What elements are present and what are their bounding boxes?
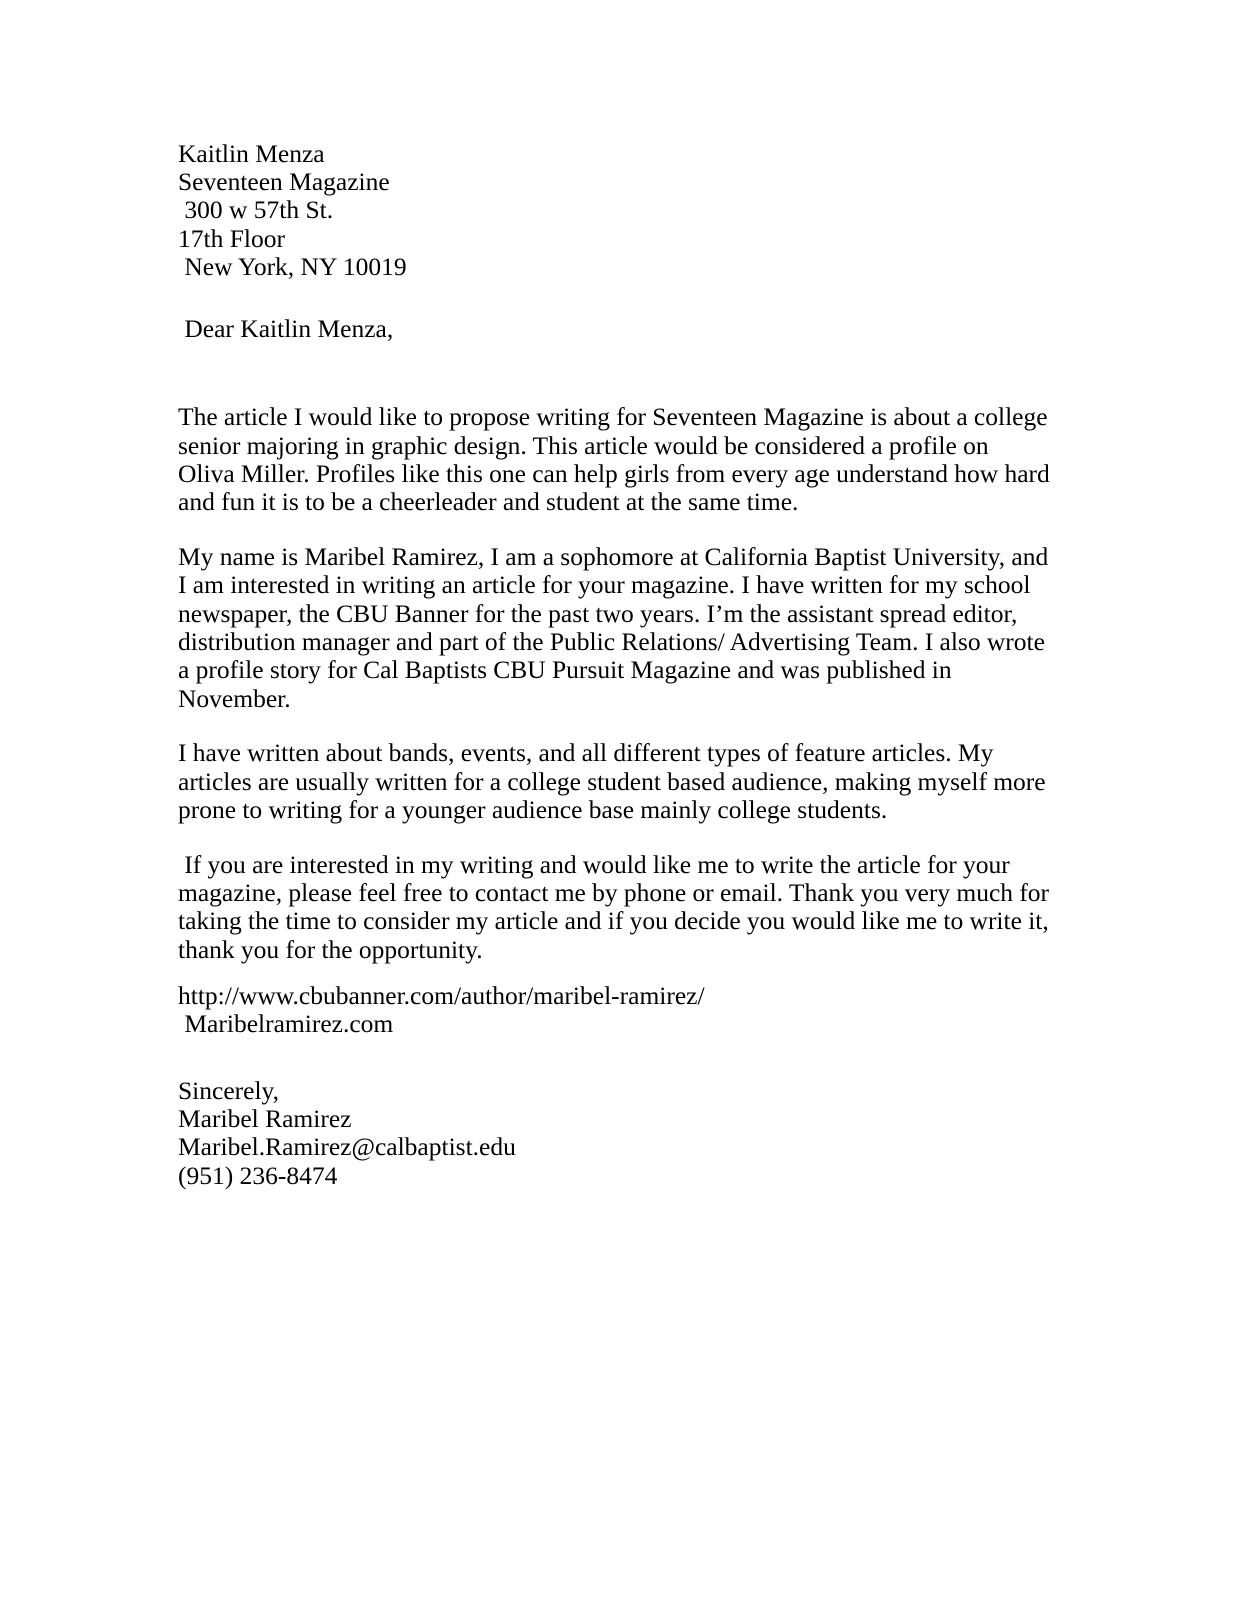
recipient-organization: Seventeen Magazine (178, 167, 390, 197)
recipient-address-block (178, 140, 1050, 281)
recipient-city-state-zip: New York, NY 10019 (178, 251, 407, 281)
body-paragraph-2: My name is Maribel Ramirez, I am a sophomore at California Baptist University, and I am interested in writing an article for your magazine. I have written for my school newspaper, the CBU Banner for the past two years. I’m the assistant spread editor, distribution manager and part of the Public Relations/ Advertising Team. I also wrote a profile story for Cal Baptists CBU Pursuit Magazine and was published in November. (178, 541, 1055, 713)
signature-closing: Sincerely, (178, 1075, 280, 1105)
spacer-after-salutation (178, 343, 1050, 403)
signature-block (178, 1077, 1050, 1191)
signature-email[interactable]: Maribel.Ramirez@calbaptist.edu (178, 1132, 516, 1162)
body-paragraph-1: The article I would like to propose writing for Seventeen Magazine is about a college senior majoring in graphic design. This article would be considered a profile on Oliva Miller. Profiles like this one can help girls from every age understand how hard and fun it is to be a cheerleader and student at the same time. (178, 402, 1057, 517)
personal-site-link[interactable]: Maribelramirez.com (178, 1009, 394, 1039)
letter-body (178, 139, 1057, 1190)
links-block (178, 982, 1050, 1038)
recipient-street: 300 w 57th St. (178, 195, 334, 225)
body-paragraph-4: If you are interested in my writing and would like me to write the article for your magazine, please feel free to contact me by phone or email. Thank you very much for taking the time to consider my article and if you decide you would like me to write it, thank you for the opportunity. (178, 849, 1056, 964)
portfolio-url-link[interactable]: http://www.cbubanner.com/author/maribel-ramirez/ (178, 981, 705, 1011)
spacer-before-signature (178, 1039, 1050, 1077)
recipient-name: Kaitlin Menza (178, 139, 325, 168)
recipient-floor: 17th Floor (178, 223, 285, 253)
salutation: Dear Kaitlin Menza, (178, 314, 394, 344)
signature-phone[interactable]: (951) 236-8474 (178, 1160, 338, 1190)
signature-name: Maribel Ramirez (178, 1103, 352, 1133)
spacer-before-links (178, 964, 1050, 982)
body-paragraph-3: I have written about bands, events, and all different types of feature articles. My articles are usually written for a college student based audience, making myself more prone to writing for a younger audience base mainly college students. (178, 738, 1052, 825)
spacer-after-address (178, 281, 1050, 315)
